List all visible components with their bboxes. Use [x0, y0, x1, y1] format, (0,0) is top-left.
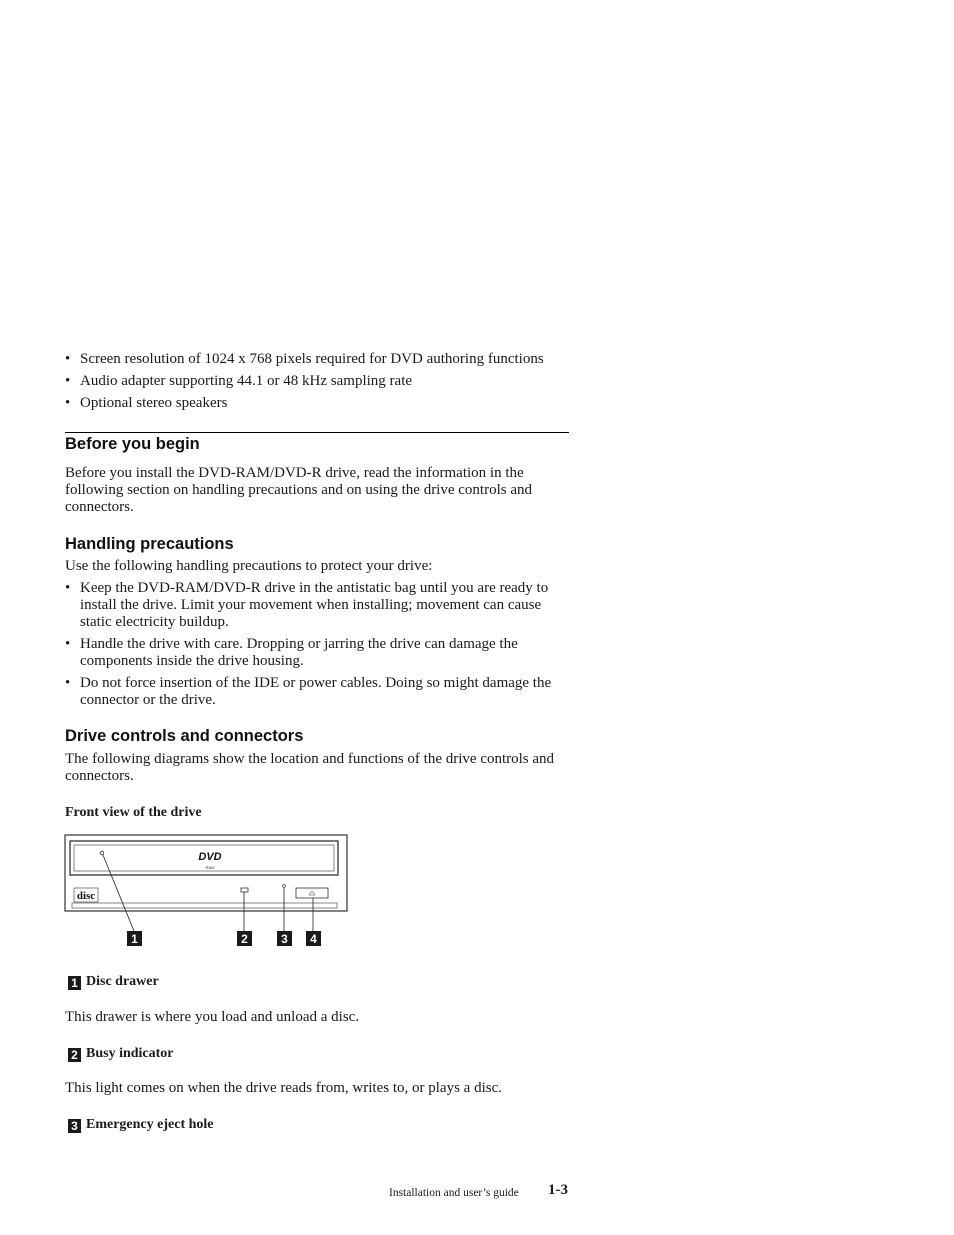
callout-badge: 3 — [68, 1119, 81, 1133]
precaution-text: Do not force insertion of the IDE or power cables. Doing so might damage the connector or the drive. — [80, 675, 552, 708]
description-title-text: Disc drawer — [86, 974, 159, 989]
precaution-text: Keep the DVD-RAM/DVD-R drive in the antistatic bag until you are ready to install the drive. Limit your movement when installing; movement can cause static electricity buildup. — [80, 580, 549, 630]
description-body-busy-indicator: This light comes on when the drive reads from, writes to, or plays a disc. — [65, 1080, 502, 1096]
section-divider — [65, 432, 569, 433]
description-title-emergency-eject — [68, 1116, 214, 1133]
drive-front-view-figure — [62, 832, 352, 952]
footer-text: Installation and user’s guide — [389, 1187, 519, 1199]
before-you-begin-body: Before you install the DVD-RAM/DVD-R drive, read the information in the following section on handling precautions and on using the drive controls and connectors. — [65, 465, 532, 515]
description-title-text: Busy indicator — [86, 1046, 174, 1061]
callout-4-label: 4 — [310, 932, 317, 946]
disc-logo: disc — [76, 890, 96, 902]
callout-2-label: 2 — [241, 932, 248, 946]
callout-badge: 2 — [68, 1048, 81, 1062]
figure-caption: Front view of the drive — [65, 805, 202, 820]
drive-bezel — [65, 835, 347, 911]
handling-intro: Use the following handling precautions to protect your drive: — [65, 558, 433, 574]
busy-indicator — [241, 888, 248, 892]
description-title-disc-drawer — [68, 973, 159, 990]
document-page: • Screen resolution of 1024 x 768 pixels required for DVD authoring functions • Audio adapter supporting 44.1 or 48 kHz sampling rate • Optional stereo speakers Before you begin Before you install the DVD-RAM/DVD-R drive, read the information in the following section on handling precautions and on using the drive controls and connectors. Handling precautions Use the following handling precautions to protect your drive: • Keep the DVD-RAM/DVD-R drive in the antistatic bag until you are ready to install the drive. Limit your movement when installing; movement can cause static electricity buildup. • Handle the drive with care. Dropping or jarring the drive can damage the components inside the drive housing. • Do not force insertion of the IDE or power cables. Doing so might damage the connector or the drive. Drive controls and connectors The following diagrams show the location and functions of the drive controls and connectors. Front view of the drive DVD RAM disc 1 2 3 4 1 Disc drawer This drawer is where you load and unload a disc. 2 Busy indicator This light comes on when the drive reads from, writes to, or plays a disc. 3 Emergency eject hole Installation and user’s guide 1-3 — [0, 0, 954, 1235]
requirement-text: Audio adapter supporting 44.1 or 48 kHz sampling rate — [80, 373, 413, 389]
description-body-disc-drawer: This drawer is where you load and unload a disc. — [65, 1009, 360, 1025]
precaution-text: Handle the drive with care. Dropping or jarring the drive can damage the components inside the drive housing. — [80, 636, 518, 669]
heading-drive-controls: Drive controls and connectors — [65, 727, 304, 745]
requirement-text: Optional stereo speakers — [80, 395, 228, 411]
eject-button — [296, 888, 328, 898]
drive-controls-intro: The following diagrams show the location and functions of the drive controls and connectors. — [65, 751, 555, 784]
heading-handling-precautions: Handling precautions — [65, 535, 234, 553]
page-number: 1-3 — [548, 1182, 568, 1198]
callout-1-label: 1 — [131, 932, 138, 946]
description-title-text: Emergency eject hole — [86, 1117, 214, 1132]
description-title-busy-indicator — [68, 1045, 174, 1062]
callout-3-label: 3 — [281, 932, 288, 946]
heading-before-you-begin: Before you begin — [65, 435, 200, 453]
dvd-logo-sub: RAM — [205, 865, 215, 870]
callout-badge: 1 — [68, 976, 81, 990]
requirement-text: Screen resolution of 1024 x 768 pixels required for DVD authoring functions — [80, 351, 544, 367]
dvd-logo: DVD — [198, 851, 222, 863]
